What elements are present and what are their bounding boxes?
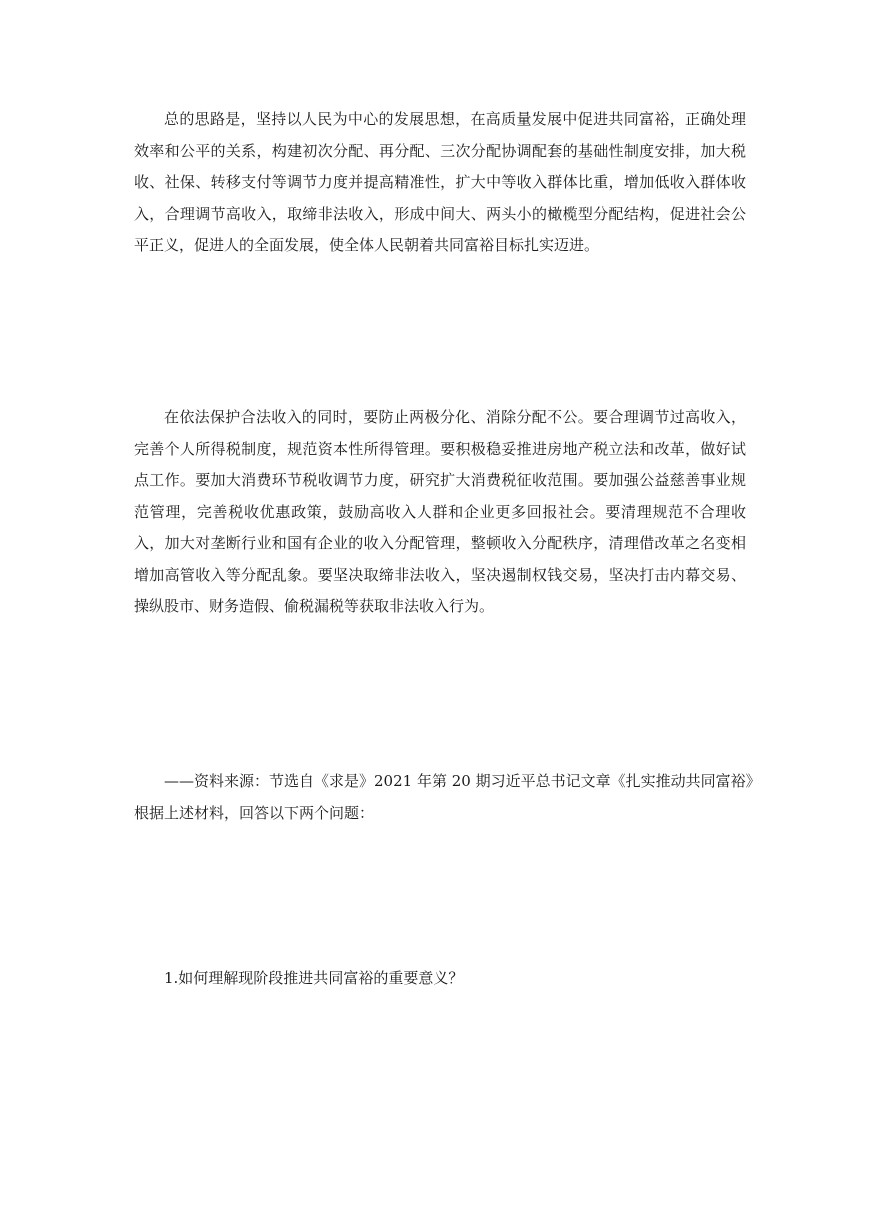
paragraph-income-regulation: 在依法保护合法收入的同时，要防止两极分化、消除分配不公。要合理调节过高收入，完善个人所得税制度，规范资本性所得管理。要积极稳妥推进房地产税立法和改革，做好试点工作。要加大消费环节税收调节力度，研究扩大消费税征收范围。要加强公益慈善事业规范管理，完善税收优惠政策，鼓励高收入人群和企业更多回报社会。要清理规范不合理收入，加大对垄断行业和国有企业的收入分配管理，整顿收入分配秩序，清理借改革之名变相增加高管收入等分配乱象。要坚决取缔非法收入，坚决遏制权钱交易，坚决打击内幕交易、操纵股市、财务造假、偷税漏税等获取非法收入行为。 <box>134 408 746 615</box>
question-1: 1.如何理解现阶段推进共同富裕的重要意义？ <box>164 969 464 987</box>
source-citation-block <box>134 766 761 829</box>
source-citation: ——资料来源：节选自《求是》2021 年第 20 期习近平总书记文章《扎实推动共同富裕》 <box>164 772 761 790</box>
paragraph-overall-approach: 总的思路是，坚持以人民为中心的发展思想，在高质量发展中促进共同富裕，正确处理效率和公平的关系，构建初次分配、再分配、三次分配协调配套的基础性制度安排，加大税收、社保、转移支付等调节力度并提高精准性，扩大中等收入群体比重，增加低收入群体收入，合理调节高收入，取缔非法收入，形成中间大、两头小的橄榄型分配结构，促进社会公平正义，促进人的全面发展，使全体人民朝着共同富裕目标扎实迈进。 <box>134 110 746 254</box>
instruction-text: 根据上述材料，回答以下两个问题： <box>134 803 375 822</box>
